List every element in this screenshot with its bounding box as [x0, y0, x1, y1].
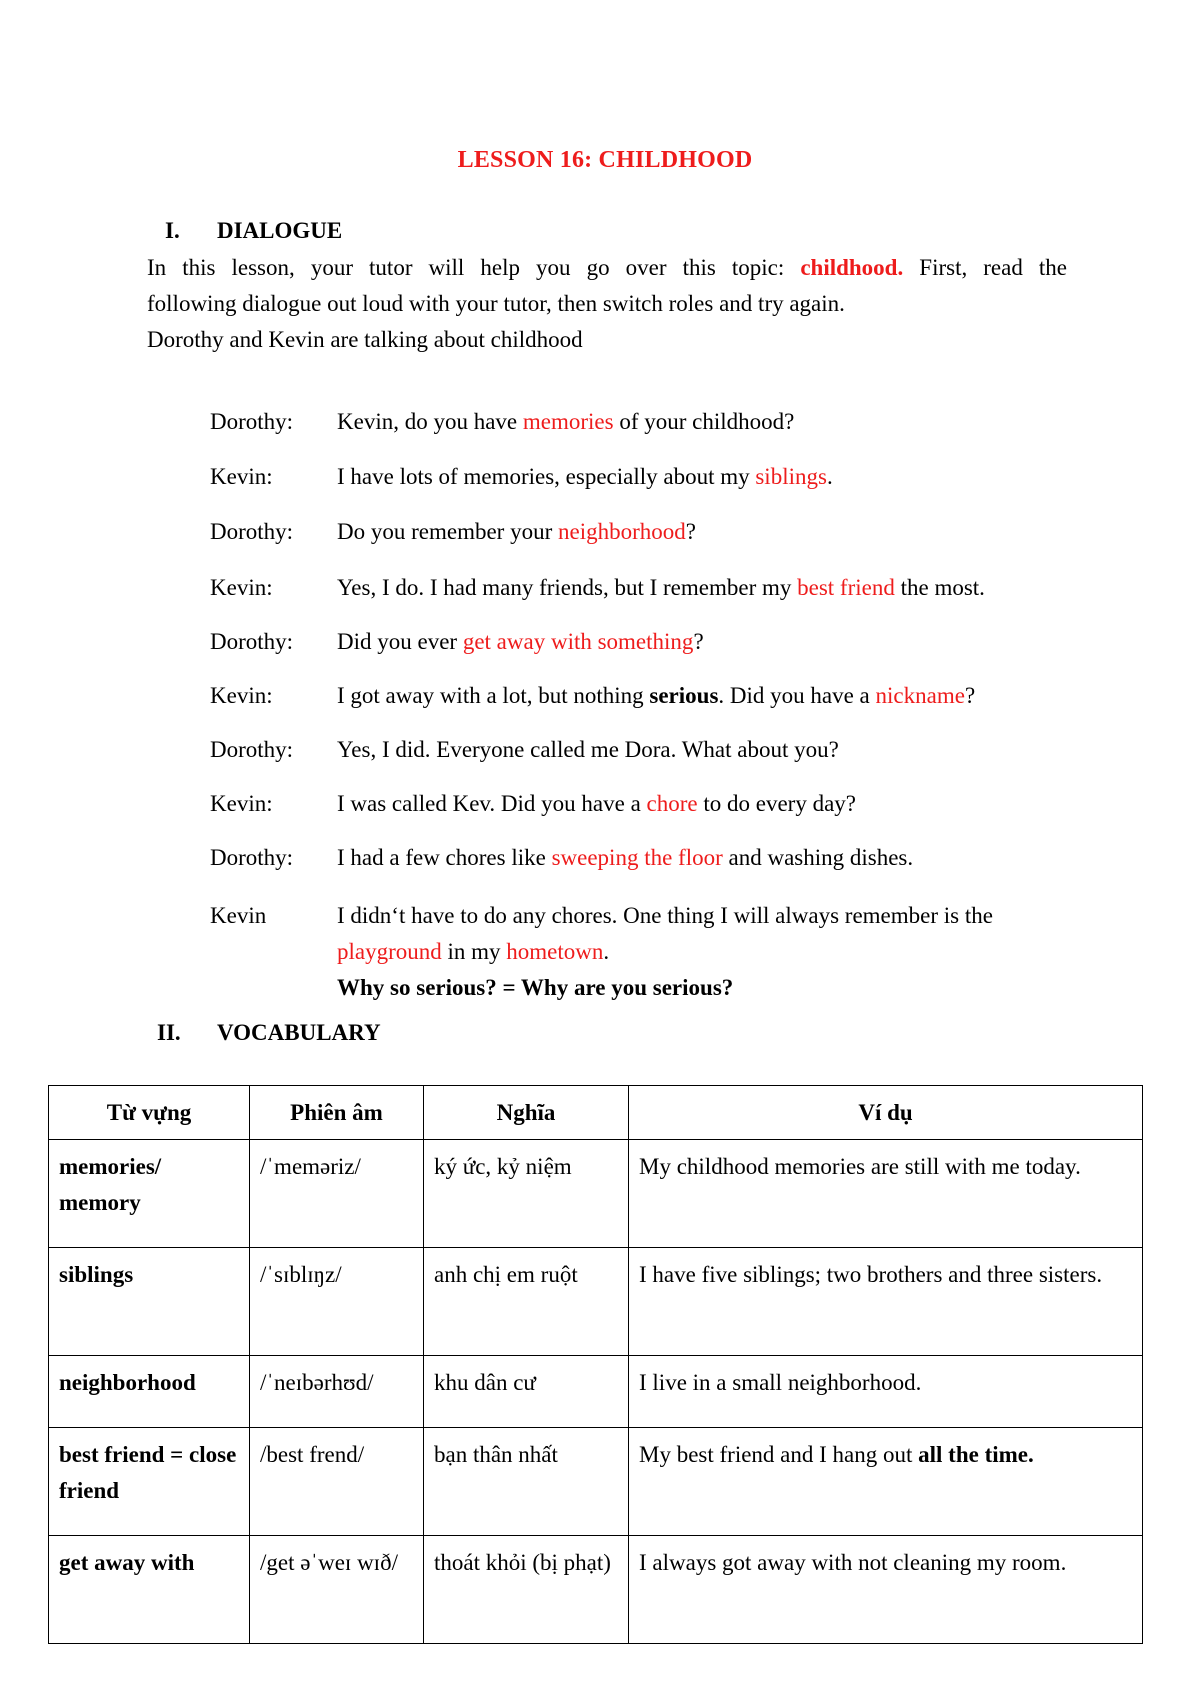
dialogue-text — [337, 459, 1097, 495]
speaker-name: Dorothy: — [210, 409, 294, 434]
text-span: My childhood memories are still with me today. — [639, 1154, 1081, 1179]
speaker-name: Dorothy: — [210, 629, 294, 654]
table-row — [49, 1428, 1143, 1536]
bold-text: Why so serious? = Why are you serious? — [337, 975, 734, 1000]
section-title: DIALOGUE — [217, 218, 343, 243]
vocab-example — [629, 1356, 1143, 1428]
column-header: Từ vựng — [49, 1086, 250, 1140]
text-span: Do you remember your — [337, 519, 558, 544]
dialogue-text — [337, 898, 1097, 1006]
vocab-word: memories/ memory — [49, 1140, 250, 1248]
dialogue-text — [337, 570, 1097, 606]
highlighted-vocab: nickname — [875, 683, 965, 708]
highlighted-vocab: memories — [522, 409, 614, 434]
speaker-name: Kevin: — [210, 464, 273, 489]
vocab-ipa: /best frend/ — [250, 1428, 424, 1536]
highlighted-vocab: siblings — [755, 464, 827, 489]
highlighted-vocab: get away with something — [462, 629, 694, 654]
highlighted-vocab: hometown — [506, 939, 604, 964]
text-span: Did you ever — [337, 629, 463, 654]
bold-text: all the time. — [918, 1442, 1034, 1467]
highlighted-vocab: best friend — [797, 575, 895, 600]
topic-highlight: childhood. — [800, 255, 904, 280]
speaker-name: Dorothy: — [210, 737, 294, 762]
text-span: Yes, I do. I had many friends, but I remember my — [337, 575, 798, 600]
text-span: . — [603, 939, 610, 964]
section-number: II. — [157, 1020, 181, 1045]
text-span: I live in a small neighborhood. — [639, 1370, 922, 1395]
text-span: I always got away with not cleaning my room. — [639, 1550, 1067, 1575]
table-body — [49, 1140, 1143, 1644]
text-span: Kevin, do you have — [337, 409, 523, 434]
dialogue-text — [337, 732, 1097, 768]
speaker-name: Kevin: — [210, 683, 273, 708]
text-span: the most. — [894, 575, 985, 600]
vocabulary-table — [48, 1085, 1143, 1644]
text-span: I had a few chores like — [337, 845, 552, 870]
intro-line-1: In this lesson, your tutor will help you go over this topic: childhood. First, read the — [147, 255, 1068, 280]
vocab-example — [629, 1428, 1143, 1536]
bold-text: serious — [649, 683, 719, 708]
text-span: and washing dishes. — [722, 845, 914, 870]
vocab-meaning: thoát khỏi (bị phạt) — [424, 1536, 629, 1644]
speaker-name: Kevin: — [210, 791, 273, 816]
table-row — [49, 1536, 1143, 1644]
text-span: I have five siblings; two brothers and three sisters. — [639, 1262, 1103, 1287]
text-span: I didn‘t have to do any chores. One thing I will always remember is the — [337, 903, 993, 928]
text-span: I was called Kev. Did you have a — [337, 791, 647, 816]
vocab-ipa: /get əˈweɪ wɪð/ — [250, 1536, 424, 1644]
vocab-meaning: khu dân cư — [424, 1356, 629, 1428]
intro-line-2: following dialogue out loud with your tutor, then switch roles and try again. — [147, 291, 845, 316]
table-row — [49, 1248, 1143, 1356]
vocab-ipa: /ˈsɪblɪŋz/ — [250, 1248, 424, 1356]
text-span: ? — [685, 519, 696, 544]
vocab-example — [629, 1140, 1143, 1248]
vocab-meaning: ký ức, kỷ niệm — [424, 1140, 629, 1248]
dialogue-text — [337, 514, 1097, 550]
column-header: Nghĩa — [424, 1086, 629, 1140]
lesson-title: LESSON 16: CHILDHOOD — [457, 147, 753, 173]
vocab-ipa: /ˈmeməriz/ — [250, 1140, 424, 1248]
intro-paragraph — [147, 250, 1067, 358]
text-span: of your childhood? — [613, 409, 795, 434]
vocab-meaning: anh chị em ruột — [424, 1248, 629, 1356]
speaker-name: Dorothy: — [210, 519, 294, 544]
text-span: My best friend and I hang out — [639, 1442, 919, 1467]
speaker-name: Kevin: — [210, 575, 273, 600]
section-title: VOCABULARY — [217, 1020, 381, 1045]
vocab-meaning: bạn thân nhất — [424, 1428, 629, 1536]
speaker-name: Dorothy: — [210, 845, 294, 870]
table-header-row — [49, 1086, 1143, 1140]
dialogue-text — [337, 786, 1097, 822]
text-span: Yes, I did. Everyone called me Dora. What about you? — [337, 737, 839, 762]
dialogue-text — [337, 678, 1097, 714]
highlighted-vocab: neighborhood — [558, 519, 686, 544]
column-header: Ví dụ — [629, 1086, 1143, 1140]
vocab-word: best friend = close friend — [49, 1428, 250, 1536]
highlighted-vocab: playground — [337, 939, 442, 964]
vocab-ipa: /ˈneɪbərhʊd/ — [250, 1356, 424, 1428]
text-span: . Did you have a — [718, 683, 876, 708]
vocab-example — [629, 1248, 1143, 1356]
dialogue-text — [337, 404, 1097, 440]
highlighted-vocab: sweeping the floor — [551, 845, 723, 870]
vocab-example — [629, 1536, 1143, 1644]
section-number: I. — [165, 218, 180, 243]
text-span: ? — [693, 629, 704, 654]
highlighted-vocab: chore — [646, 791, 698, 816]
intro-line-3: Dorothy and Kevin are talking about childhood — [147, 327, 583, 352]
text-span: I got away with a lot, but nothing — [337, 683, 650, 708]
column-header: Phiên âm — [250, 1086, 424, 1140]
table-row — [49, 1356, 1143, 1428]
dialogue-text — [337, 624, 1097, 660]
text-span: . — [826, 464, 833, 489]
speaker-name: Kevin — [210, 903, 267, 928]
text-span: to do every day? — [697, 791, 857, 816]
table-row — [49, 1140, 1143, 1248]
text-span: in my — [441, 939, 507, 964]
vocab-word: get away with — [49, 1536, 250, 1644]
vocab-word: neighborhood — [49, 1356, 250, 1428]
dialogue-text — [337, 840, 1097, 876]
text-span: I have lots of memories, especially about my — [337, 464, 756, 489]
vocab-word: siblings — [49, 1248, 250, 1356]
text-span: ? — [964, 683, 976, 708]
